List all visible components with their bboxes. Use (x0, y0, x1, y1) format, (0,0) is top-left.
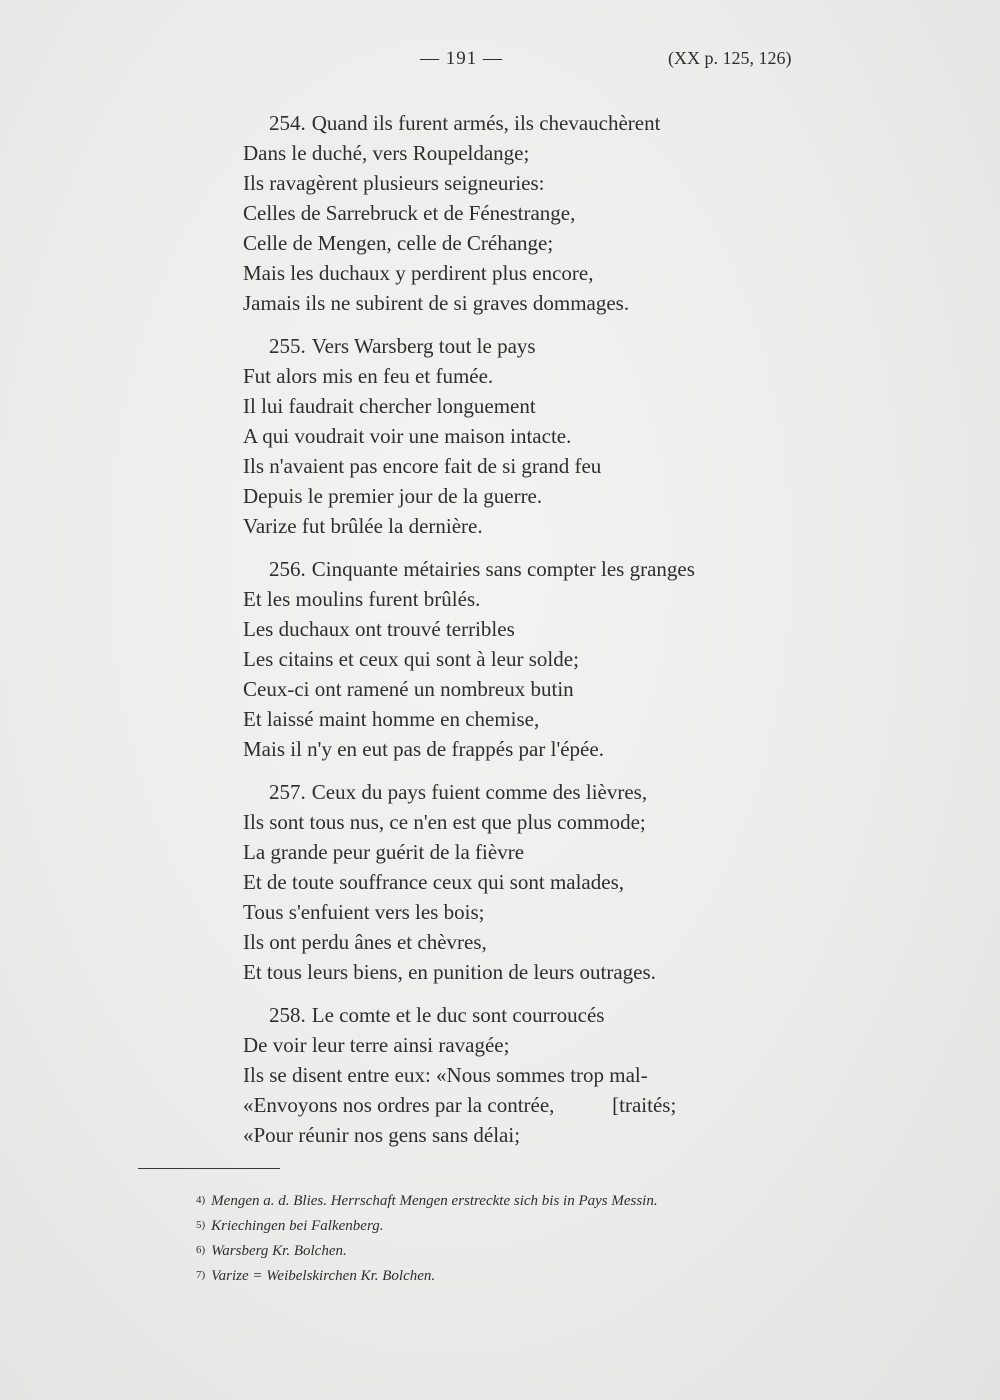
stanza-line: Et de toute souffrance ceux qui sont malades, (243, 870, 624, 894)
stanza-line: Ils ont perdu ânes et chèvres, (243, 930, 487, 954)
stanza-line: 254. Quand ils furent armés, ils chevauchèrent (269, 111, 661, 135)
stanza-255 (243, 331, 803, 541)
stanza-line: Ils sont tous nus, ce n'en est que plus commode; (243, 810, 646, 834)
stanza-line: Mais il n'y en eut pas de frappés par l'épée. (243, 737, 604, 761)
stanza-line: 258. Le comte et le duc sont courroucés (269, 1003, 605, 1027)
stanza-line: Celles de Sarrebruck et de Fénestrange, (243, 201, 576, 225)
stanza-number: 258. (269, 1003, 306, 1027)
stanza-256 (243, 554, 803, 764)
stanza-line: Fut alors mis en feu et fumée. (243, 364, 494, 388)
footnote-text: Kriechingen bei Falkenberg. (211, 1218, 384, 1234)
stanza-line: «Envoyons nos ordres par la contrée, [traités; (243, 1093, 677, 1117)
stanza-line: A qui voudrait voir une maison intacte. (243, 424, 572, 448)
footnote-text: Warsberg Kr. Bolchen. (211, 1243, 347, 1259)
stanza-254 (243, 108, 803, 318)
stanza-line: Ils se disent entre eux: «Nous sommes trop mal- (243, 1063, 648, 1087)
stanza-line: 256. Cinquante métairies sans compter les granges (269, 557, 695, 581)
stanza-number: 257. (269, 780, 306, 804)
stanza-line: Varize fut brûlée la dernière. (243, 514, 483, 538)
page-number: — 191 — (420, 48, 503, 69)
footnote-rule (138, 1168, 280, 1169)
stanza-number: 256. (269, 557, 306, 581)
stanza-line: Ceux-ci ont ramené un nombreux butin (243, 677, 574, 701)
stanza-line: Les duchaux ont trouvé terribles (243, 617, 515, 641)
stanza-258 (243, 1000, 803, 1150)
footnote-mark: 6) (196, 1244, 206, 1256)
stanza-line: Ils n'avaient pas encore fait de si grand feu (243, 454, 602, 478)
footnote (196, 1188, 896, 1213)
stanza-line: Et les moulins furent brûlés. (243, 587, 481, 611)
footnote-mark: 7) (196, 1269, 206, 1281)
footnotes (196, 1188, 896, 1288)
stanza-line: Les citains et ceux qui sont à leur solde; (243, 647, 579, 671)
poem-text (243, 108, 803, 1163)
footnote-text: Mengen a. d. Blies. Herrschaft Mengen erstreckte sich bis in Pays Messin. (211, 1193, 658, 1209)
footnote-mark: 5) (196, 1219, 206, 1231)
stanza-line: Et tous leurs biens, en punition de leurs outrages. (243, 960, 656, 984)
stanza-line: Tous s'enfuient vers les bois; (243, 900, 485, 924)
stanza-line: 257. Ceux du pays fuient comme des lièvres, (269, 780, 648, 804)
footnote (196, 1213, 896, 1238)
stanza-line: Il lui faudrait chercher longuement (243, 394, 536, 418)
stanza-257 (243, 777, 803, 987)
stanza-line: Ils ravagèrent plusieurs seigneuries: (243, 171, 545, 195)
running-head (0, 48, 1000, 78)
source-reference: (XX p. 125, 126) (668, 48, 792, 68)
stanza-line: La grande peur guérit de la fièvre (243, 840, 525, 864)
stanza-line: Dans le duché, vers Roupeldange; (243, 141, 530, 165)
stanza-line: 255. Vers Warsberg tout le pays (269, 334, 536, 358)
stanza-line: Depuis le premier jour de la guerre. (243, 484, 543, 508)
stanza-line: «Pour réunir nos gens sans délai; (243, 1123, 521, 1147)
stanza-line: Jamais ils ne subirent de si graves dommages. (243, 291, 630, 315)
stanza-line: De voir leur terre ainsi ravagée; (243, 1033, 510, 1057)
stanza-number: 254. (269, 111, 306, 135)
stanza-number: 255. (269, 334, 306, 358)
stanza-line: Celle de Mengen, celle de Créhange; (243, 231, 554, 255)
stanza-line: Et laissé maint homme en chemise, (243, 707, 540, 731)
footnote (196, 1238, 896, 1263)
footnote (196, 1263, 896, 1288)
footnote-mark: 4) (196, 1194, 206, 1206)
footnote-text: Varize = Weibelskirchen Kr. Bolchen. (211, 1268, 436, 1284)
stanza-line: Mais les duchaux y perdirent plus encore, (243, 261, 594, 285)
